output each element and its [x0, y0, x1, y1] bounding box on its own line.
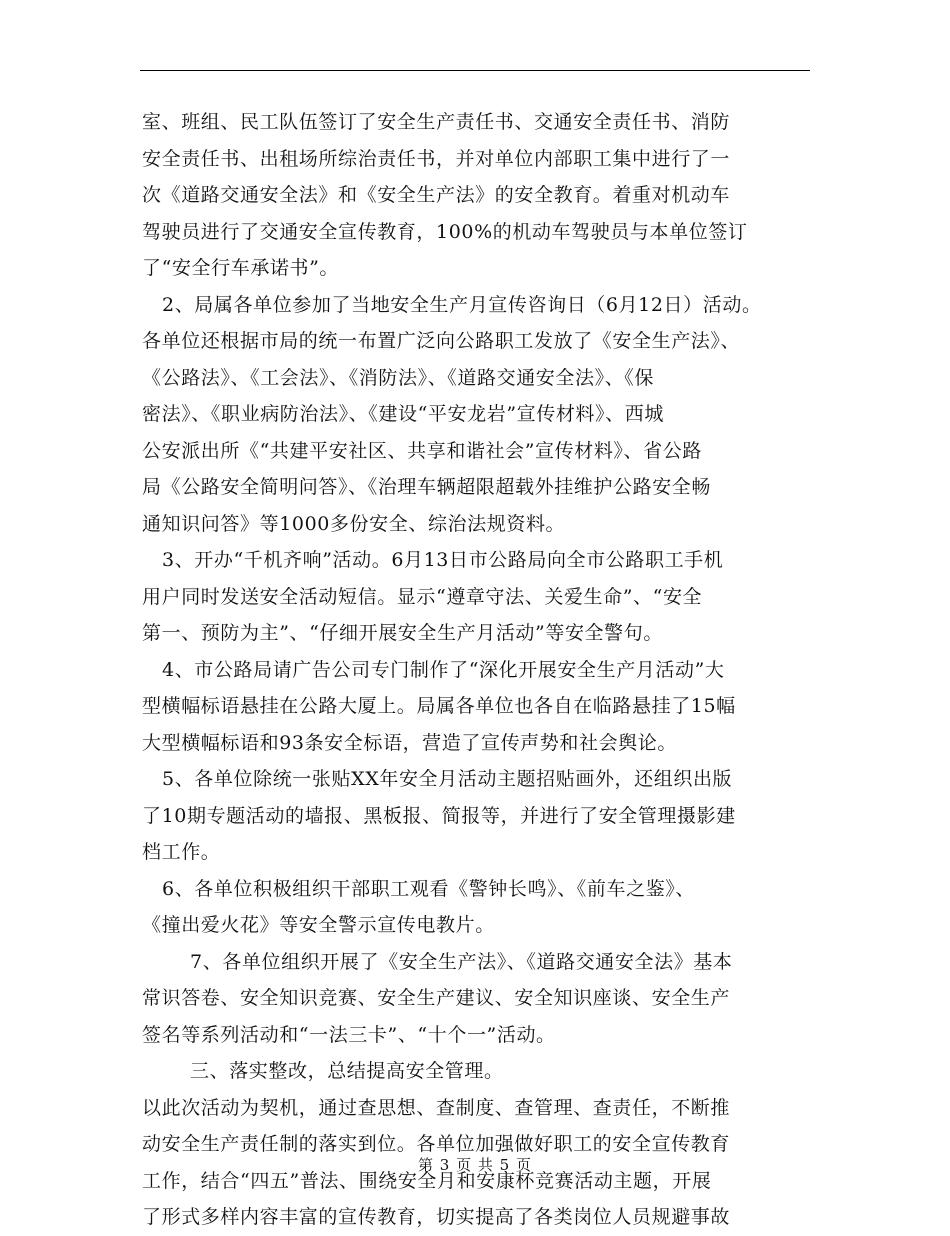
text-line: 《公路法》、《工会法》、《消防法》、《道路交通安全法》、《保: [142, 366, 655, 389]
text-line: 次《道路交通安全法》和《安全生产法》的安全教育。着重对机动车: [142, 184, 731, 206]
text-line: 三、落实整改，总结提高安全管理。: [190, 1060, 504, 1082]
text-line: 了10期专题活动的墙报、黑板报、简报等，并进行了安全管理摄影建: [142, 804, 736, 827]
text-line: 通知识问答》等1000多份安全、综治法规资料。: [142, 512, 566, 535]
text-line: 密法》、《职业病防治法》、《建设“平安龙岩”宣传材料》、西城: [142, 403, 664, 425]
text-line: 《撞出爱火花》等安全警示宣传电教片。: [142, 914, 495, 936]
text-line: 动安全生产责任制的落实到位。各单位加强做好职工的安全宣传教育: [142, 1133, 731, 1155]
text-line: 各单位还根据市局的统一布置广泛向公路职工发放了《安全生产法》、: [142, 330, 741, 352]
text-line: 2、局属各单位参加了当地安全生产月宣传咨询日（6月12日）活动。: [162, 293, 762, 316]
text-line: 以此次活动为契机，通过查思想、查制度、查管理、查责任，不断推: [142, 1096, 731, 1119]
text-line: 了形式多样内容丰富的宣传教育，切实提高了各类岗位人员规避事故: [142, 1206, 731, 1228]
text-line: 安全责任书、出租场所综治责任书，并对单位内部职工集中进行了一: [142, 147, 731, 170]
text-line: 用户同时发送安全活动短信。显示“遵章守法、关爱生命”、“安全: [142, 585, 703, 608]
text-line: 了“安全行车承诺书”。: [142, 257, 340, 279]
text-line: 工作，结合“四五”普法、围绕安全月和安康杯竞赛活动主题，开展: [142, 1169, 712, 1192]
page-footer: 第 3 页 共 5 页: [418, 1156, 532, 1174]
text-line: 档工作。: [142, 841, 221, 863]
text-line: 3、开办“千机齐响”活动。6月13日市公路局向全市公路职工手机: [162, 549, 724, 571]
text-line: 7、各单位组织开展了《安全生产法》、《道路交通安全法》基本: [190, 950, 733, 973]
text-line: 大型横幅标语和93条安全标语，营造了宣传声势和社会舆论。: [142, 731, 677, 754]
text-line: 第一、预防为主”、“仔细开展安全生产月活动”等安全警句。: [142, 622, 663, 644]
text-line: 公安派出所《“共建平安社区、共享和谐社会”宣传材料》、省公路: [142, 439, 702, 462]
text-line: 室、班组、民工队伍签订了安全生产责任书、交通安全责任书、消防: [142, 111, 731, 133]
text-line: 签名等系列活动和“一法三卡”、“十个一”活动。: [142, 1023, 556, 1046]
text-line: 6、各单位积极组织干部职工观看《警钟长鸣》、《前车之鉴》、: [162, 877, 695, 900]
text-line: 驾驶员进行了交通安全宣传教育，100%的机动车驾驶员与本单位签订: [142, 220, 748, 243]
text-line: 局《公路安全简明问答》、《治理车辆超限超载外挂维护公路安全畅: [142, 476, 712, 498]
text-line: 型横幅标语悬挂在公路大厦上。局属各单位也各自在临路悬挂了15幅: [142, 695, 736, 717]
document-body: [142, 104, 832, 1236]
text-line: 5、各单位除统一张贴XX年安全月活动主题招贴画外，还组织出版: [162, 768, 733, 790]
text-line: 常识答卷、安全知识竞赛、安全生产建议、安全知识座谈、安全生产: [142, 987, 731, 1009]
header-rule: [140, 70, 810, 71]
text-line: 4、市公路局请广告公司专门制作了“深化开展安全生产月活动”大: [162, 658, 725, 681]
